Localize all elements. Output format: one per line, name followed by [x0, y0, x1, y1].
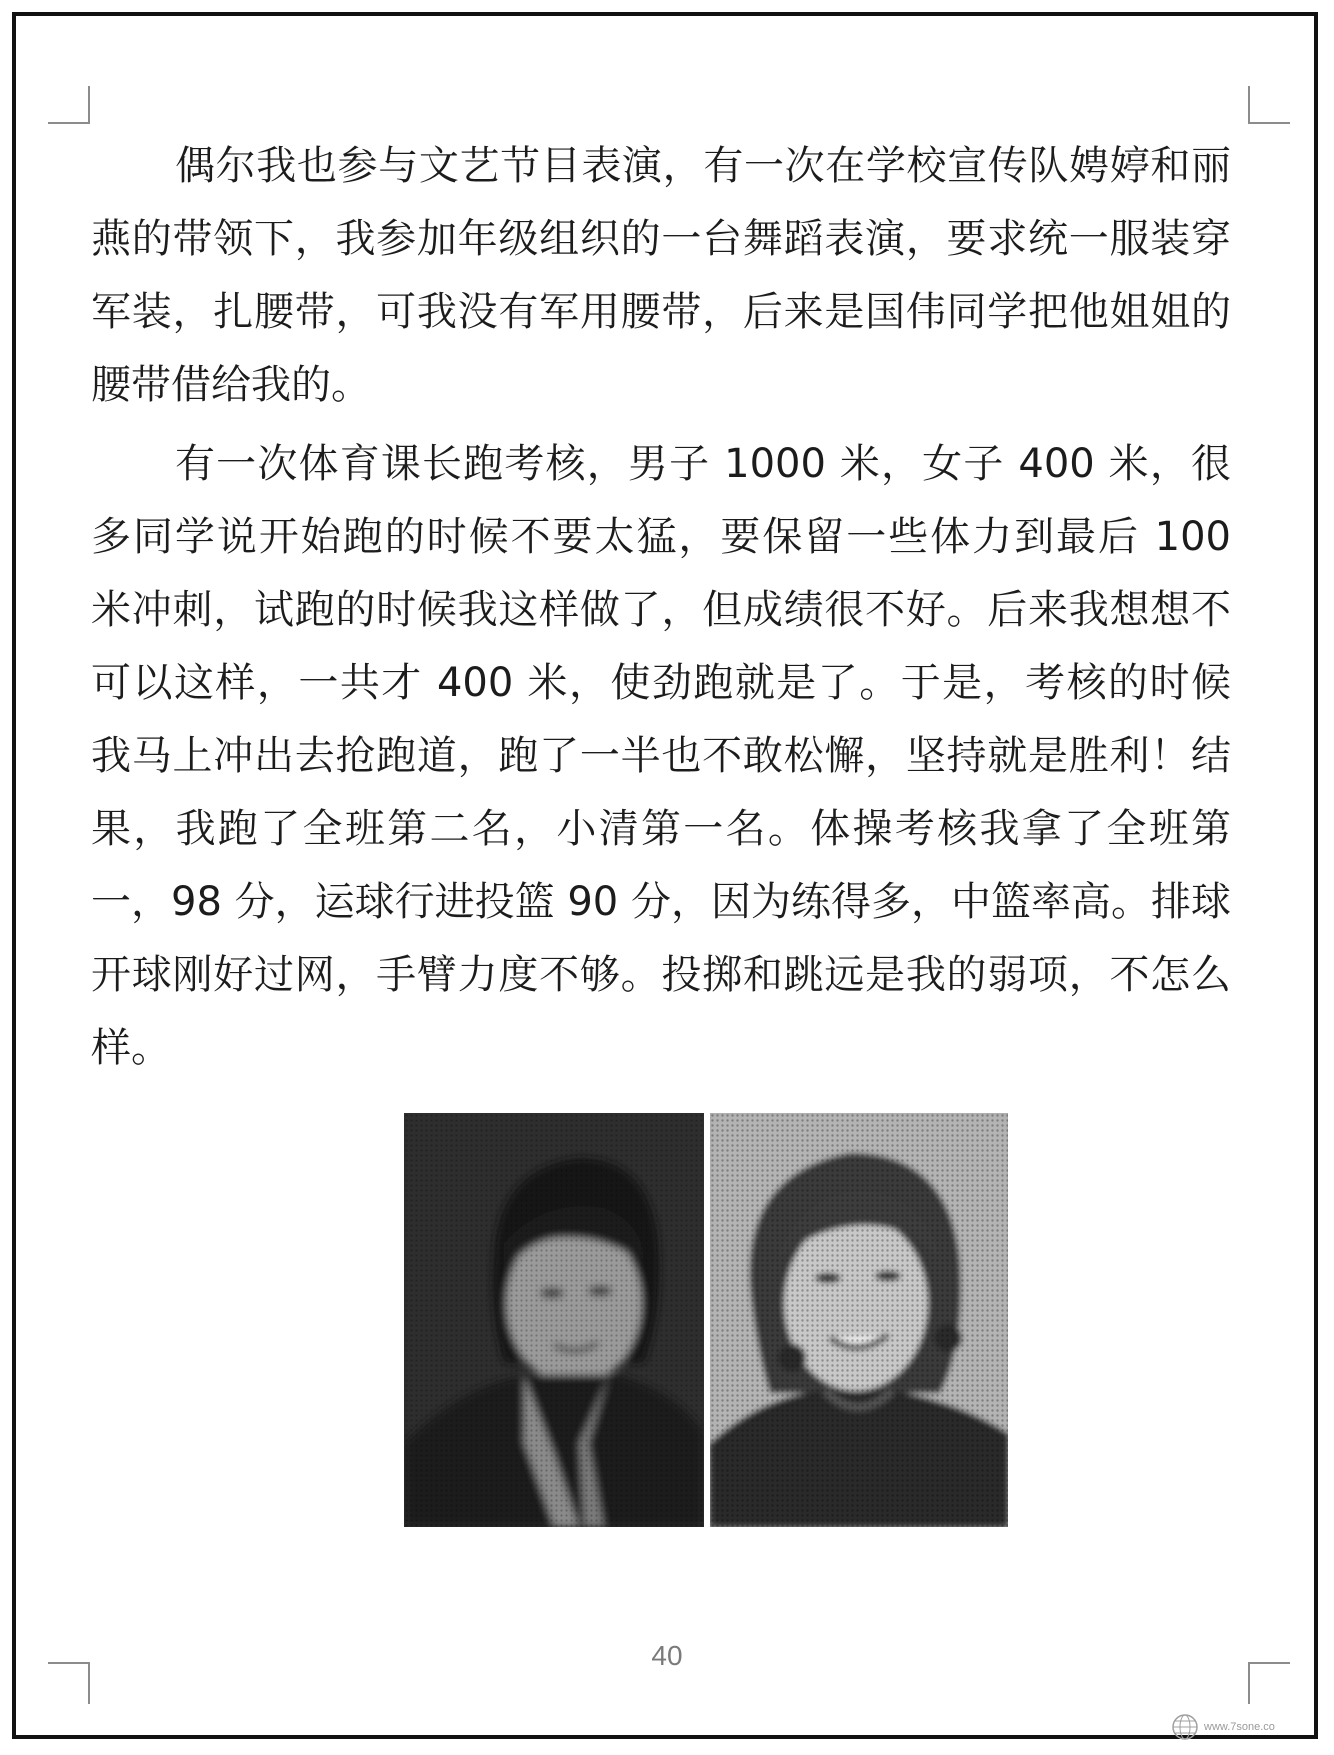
crop-mark-bottom-left: [48, 1662, 90, 1704]
page-number: 40: [651, 1640, 683, 1671]
watermark: [1170, 1712, 1275, 1742]
photo-pair: [404, 1113, 1008, 1527]
crop-mark-top-right: [1248, 86, 1290, 124]
portrait-photo-right: [710, 1113, 1008, 1527]
crop-mark-bottom-right: [1248, 1662, 1290, 1704]
watermark-text: www.7sone.co: [1204, 1721, 1275, 1733]
paragraph: 有一次体育课长跑考核，男子 1000 米，女子 400 米，很多同学说开始跑的时候不要太猛，要保留一些体力到最后 100 米冲刺，试跑的时候我这样做了，但成绩很不好。后来我想想不可以这样，一共才 400 米，使劲跑就是了。于是，考核的时候我马上冲出去抢跑道，跑了一半也不敢松懈，坚持就是胜利！结果，我跑了全班第二名，小清第一名。体操考核我拿了全班第一，98 分，运球行进投篮 90 分，因为练得多，中篮率高。排球开球刚好过网，手臂力度不够。投掷和跳远是我的弱项，不怎么样。: [91, 441, 1231, 1071]
portrait-photo-left: [404, 1113, 704, 1527]
crop-mark-top-left: [48, 86, 90, 124]
body-text: [91, 130, 1231, 1091]
globe-logo-icon: [1170, 1712, 1200, 1742]
paragraph: 偶尔我也参与文艺节目表演，有一次在学校宣传队娉婷和丽燕的带领下，我参加年级组织的一台舞蹈表演，要求统一服装穿军装，扎腰带，可我没有军用腰带，后来是国伟同学把他姐姐的腰带借给我的。: [91, 143, 1231, 408]
